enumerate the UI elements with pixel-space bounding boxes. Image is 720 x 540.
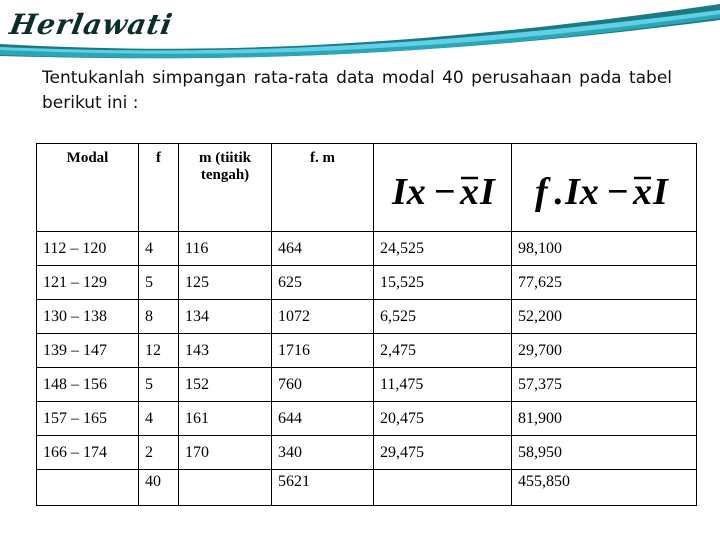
- total-fm: 5621: [272, 470, 374, 506]
- total-abs-dev: [374, 470, 512, 506]
- table-row: [37, 334, 697, 368]
- header-banner: [0, 0, 720, 62]
- table-row: [37, 402, 697, 436]
- cell-m: 152: [179, 368, 272, 402]
- cell-modal: 139 – 147: [37, 334, 139, 368]
- svg-text:f: f: [535, 170, 548, 213]
- svg-text:−: −: [433, 170, 456, 213]
- table-row: [37, 266, 697, 300]
- cell-abs-dev: 2,475: [374, 334, 512, 368]
- cell-fm: 464: [272, 232, 374, 266]
- question-text: Tentukanlah simpangan rata-rata data modal 40 perusahaan pada tabel berikut ini :: [42, 68, 672, 113]
- cell-f-abs-dev: 57,375: [512, 368, 697, 402]
- header-weighted-absolute-deviation: [512, 144, 697, 232]
- cell-f: 12: [139, 334, 179, 368]
- cell-f-abs-dev: 52,200: [512, 300, 697, 334]
- cell-modal: 112 – 120: [37, 232, 139, 266]
- svg-text:−: −: [607, 170, 629, 213]
- cell-f: 4: [139, 402, 179, 436]
- frequency-table: [36, 143, 697, 506]
- total-modal: [37, 470, 139, 506]
- absolute-deviation-formula: [378, 158, 508, 218]
- svg-text:Ix: Ix: [391, 170, 426, 213]
- header-modal: Modal: [37, 144, 139, 232]
- header-f-times-m: f. m: [272, 144, 374, 232]
- total-f-abs-dev: 455,850: [512, 470, 697, 506]
- cell-abs-dev: 6,525: [374, 300, 512, 334]
- cell-m: 116: [179, 232, 272, 266]
- table-row: [37, 436, 697, 470]
- cell-modal: 157 – 165: [37, 402, 139, 436]
- cell-fm: 625: [272, 266, 374, 300]
- cell-f: 4: [139, 232, 179, 266]
- table-header-row: [37, 144, 697, 232]
- svg-text:x: x: [633, 170, 652, 213]
- header-absolute-deviation: [374, 144, 512, 232]
- cell-modal: 121 – 129: [37, 266, 139, 300]
- total-f: 40: [139, 470, 179, 506]
- cell-m: 134: [179, 300, 272, 334]
- cell-f-abs-dev: 58,950: [512, 436, 697, 470]
- table-row: [37, 300, 697, 334]
- cell-m: 143: [179, 334, 272, 368]
- svg-text:I: I: [653, 170, 668, 213]
- cell-fm: 340: [272, 436, 374, 470]
- weighted-deviation-formula: [519, 158, 689, 218]
- cell-modal: 166 – 174: [37, 436, 139, 470]
- cell-fm: 644: [272, 402, 374, 436]
- cell-abs-dev: 24,525: [374, 232, 512, 266]
- svg-text:x: x: [459, 170, 479, 213]
- cell-abs-dev: 20,475: [374, 402, 512, 436]
- header-f: f: [139, 144, 179, 232]
- cell-f: 2: [139, 436, 179, 470]
- cell-m: 161: [179, 402, 272, 436]
- cell-fm: 760: [272, 368, 374, 402]
- cell-abs-dev: 11,475: [374, 368, 512, 402]
- header-midpoint: m (tiitik tengah): [179, 144, 272, 232]
- cell-f-abs-dev: 81,900: [512, 402, 697, 436]
- cell-m: 125: [179, 266, 272, 300]
- cell-m: 170: [179, 436, 272, 470]
- cell-modal: 130 – 138: [37, 300, 139, 334]
- cell-abs-dev: 29,475: [374, 436, 512, 470]
- cell-f-abs-dev: 29,700: [512, 334, 697, 368]
- cell-f: 8: [139, 300, 179, 334]
- cell-f: 5: [139, 368, 179, 402]
- cell-f: 5: [139, 266, 179, 300]
- svg-text:Ix: Ix: [565, 170, 599, 213]
- cell-abs-dev: 15,525: [374, 266, 512, 300]
- cell-fm: 1072: [272, 300, 374, 334]
- total-m: [179, 470, 272, 506]
- brand-logo: Herlawati: [7, 8, 176, 41]
- cell-f-abs-dev: 77,625: [512, 266, 697, 300]
- svg-text:.: .: [553, 170, 563, 213]
- table-row: [37, 232, 697, 266]
- cell-fm: 1716: [272, 334, 374, 368]
- table-row: [37, 368, 697, 402]
- svg-text:I: I: [479, 170, 495, 213]
- cell-modal: 148 – 156: [37, 368, 139, 402]
- cell-f-abs-dev: 98,100: [512, 232, 697, 266]
- totals-row: [37, 470, 697, 506]
